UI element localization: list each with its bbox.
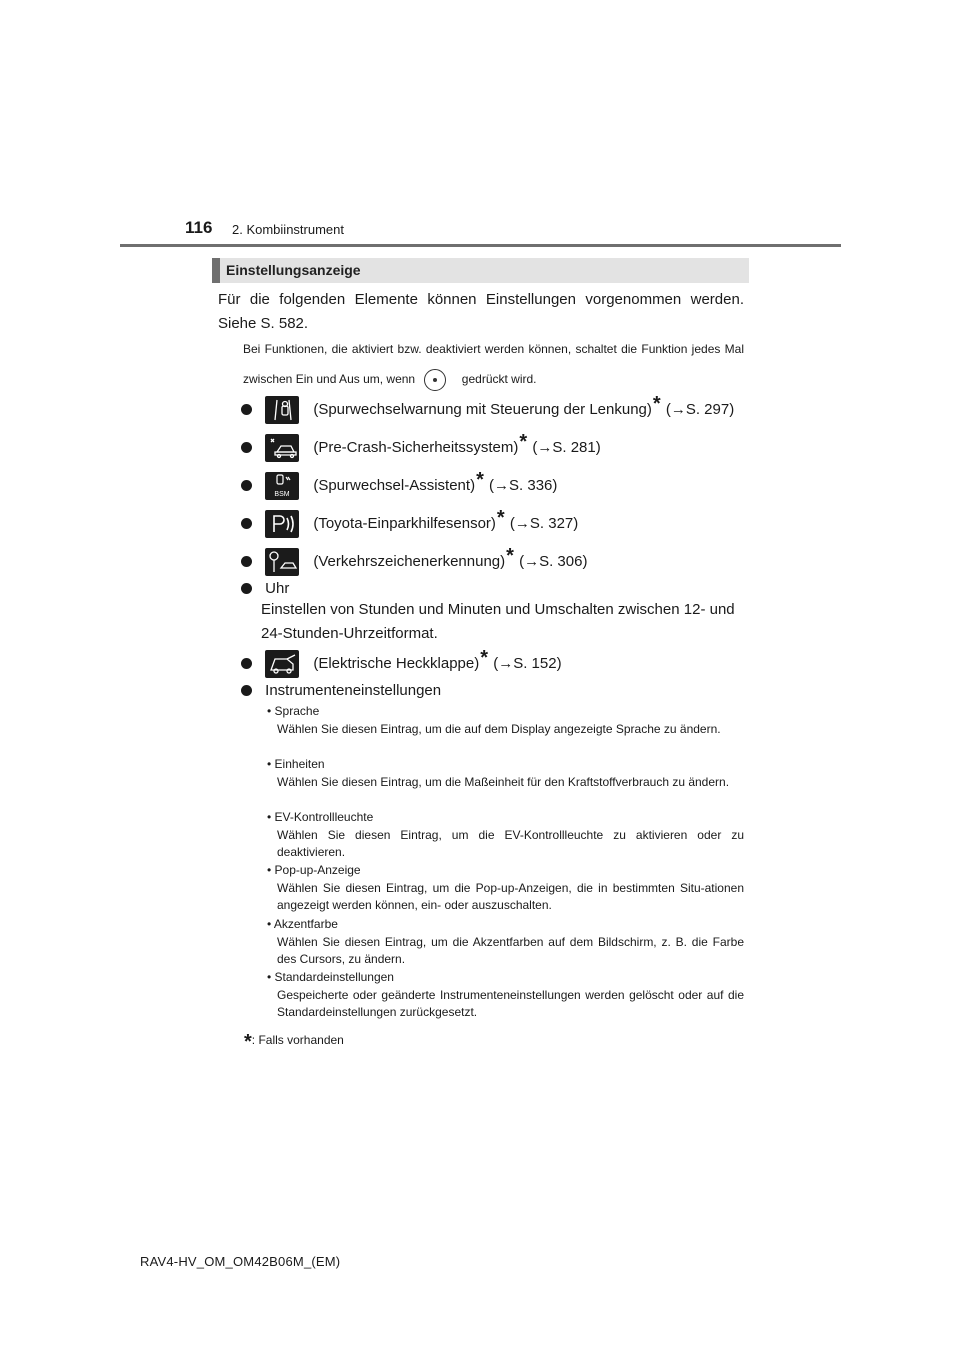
item-ref: (→S. 306) (519, 552, 588, 570)
sub-item-title: Sprache (274, 704, 320, 718)
item-description: Einstellen von Stunden und Minuten und Umschalten zwischen 12- und 24-Stunden-Uhrzeitformat. (261, 601, 735, 642)
note-before: Bei Funktionen, die aktiviert bzw. deaktiviert werden können, schaltet die Funktion jedes Mal zwischen Ein und Aus um, wenn (243, 342, 744, 386)
item-label: (Pre-Crash-Sicherheitssystem) (313, 438, 519, 456)
lane-change-steering-icon (265, 396, 299, 424)
footnote-star: * (244, 1031, 252, 1053)
sub-item-title: Einheiten (274, 757, 325, 771)
item-label: (Elektrische Heckklappe) (313, 654, 480, 672)
sub-item-text: Wählen Sie diesen Eintrag, um die Maßeinheit für den Kraftstoffverbrauch zu ändern. (277, 774, 730, 789)
sub-item-text: Gespeicherte oder geänderte Instrumenteneinstellungen werden gelöscht oder auf die Standardeinstellungen zurückgesetzt. (277, 987, 744, 1019)
item-label: (Verkehrszeichenerkennung) (313, 552, 506, 570)
bullet-icon (241, 404, 252, 415)
item-ref: (→S. 152) (493, 654, 562, 672)
bullet-icon (241, 442, 252, 453)
sub-item-title: EV-Kontrollleuchte (274, 810, 374, 824)
sub-item (267, 703, 744, 738)
power-back-door-icon (265, 650, 299, 678)
footer-code: RAV4-HV_OM_OM42B06M_(EM) (140, 1254, 341, 1269)
item-ref: (→S. 281) (532, 438, 601, 456)
list-item (241, 392, 735, 424)
item-ref: (→S. 297) (665, 400, 735, 418)
parking-sensor-icon (265, 510, 299, 538)
sub-item-title: Standardeinstellungen (274, 970, 394, 984)
sub-item-text: Wählen Sie diesen Eintrag, um die auf dem Display angezeigte Sprache zu ändern. (277, 721, 721, 736)
sub-bullet: • (267, 757, 272, 771)
item-label: (Toyota-Einparkhilfesensor) (313, 514, 496, 532)
sub-bullet: • (267, 863, 272, 877)
sub-item-text: Wählen Sie diesen Eintrag, um die Pop-up-Anzeigen, die in bestimmten Situ-ationen angezeigt werden können, ein- oder auszuschalten. (277, 880, 744, 912)
list-item (241, 544, 588, 576)
footnote-star: * (652, 392, 661, 415)
bsm-icon (265, 472, 299, 500)
bullet-icon (241, 518, 252, 529)
list-item (241, 679, 441, 703)
sub-item-title: Pop-up-Anzeige (274, 863, 361, 877)
sub-item (267, 862, 744, 915)
list-item (241, 506, 579, 538)
sub-bullet: • (267, 917, 272, 931)
bullet-icon (241, 480, 252, 491)
list-item (241, 646, 562, 678)
item-label: (Spurwechselwarnung mit Steuerung der Lenkung) (313, 400, 652, 418)
chapter-title: 2. Kombiinstrument (232, 222, 344, 237)
bullet-icon (241, 556, 252, 567)
section-title: Einstellungsanzeige (226, 262, 361, 278)
intro-text: Für die folgenden Elemente können Einstellungen vorgenommen werden. Siehe S. 582. (218, 291, 744, 332)
section-header (212, 258, 749, 283)
sub-bullet: • (267, 704, 272, 718)
bsm-icon-text: BSM (274, 491, 290, 498)
footnote-star: * (506, 544, 514, 567)
sub-item (267, 916, 744, 969)
footnote-star: * (480, 646, 489, 669)
footnote (244, 1027, 344, 1053)
item-ref: (→S. 336) (489, 476, 558, 494)
item-label: Uhr (265, 580, 290, 597)
note-after: gedrückt wird. (461, 372, 537, 386)
sub-item-title: Akzentfarbe (273, 917, 338, 931)
header-rule (120, 244, 841, 247)
item-label: Instrumenteneinstellungen (265, 682, 442, 699)
item-label: (Spurwechsel-Assistent) (313, 476, 476, 494)
sub-item (267, 969, 744, 1022)
note-text (243, 334, 744, 394)
list-item (241, 430, 601, 462)
sub-item-text: Wählen Sie diesen Eintrag, um die Akzentfarben auf dem Bildschirm, z. B. die Farbe des Cursors, zu ändern. (277, 934, 744, 966)
ok-button-icon (424, 369, 446, 391)
section-accent (212, 258, 220, 283)
footnote-text: : Falls vorhanden (251, 1033, 344, 1047)
traffic-sign-icon (265, 548, 299, 576)
sub-item-text: Wählen Sie diesen Eintrag, um die EV-Kontrollleuchte zu aktivieren oder zu deaktivieren. (277, 827, 744, 859)
list-item (241, 468, 558, 500)
bullet-icon (241, 658, 252, 669)
sub-bullet: • (267, 970, 272, 984)
footnote-star: * (476, 468, 484, 491)
page-number: 116 (185, 218, 213, 237)
sub-bullet: • (267, 810, 272, 824)
item-ref: (→S. 327) (509, 514, 579, 532)
sub-item (267, 809, 744, 862)
footnote-star: * (519, 430, 528, 453)
sub-item (267, 756, 744, 791)
bullet-icon (241, 583, 252, 594)
pre-crash-icon (265, 434, 299, 462)
footnote-star: * (496, 506, 505, 529)
bullet-icon (241, 685, 252, 696)
